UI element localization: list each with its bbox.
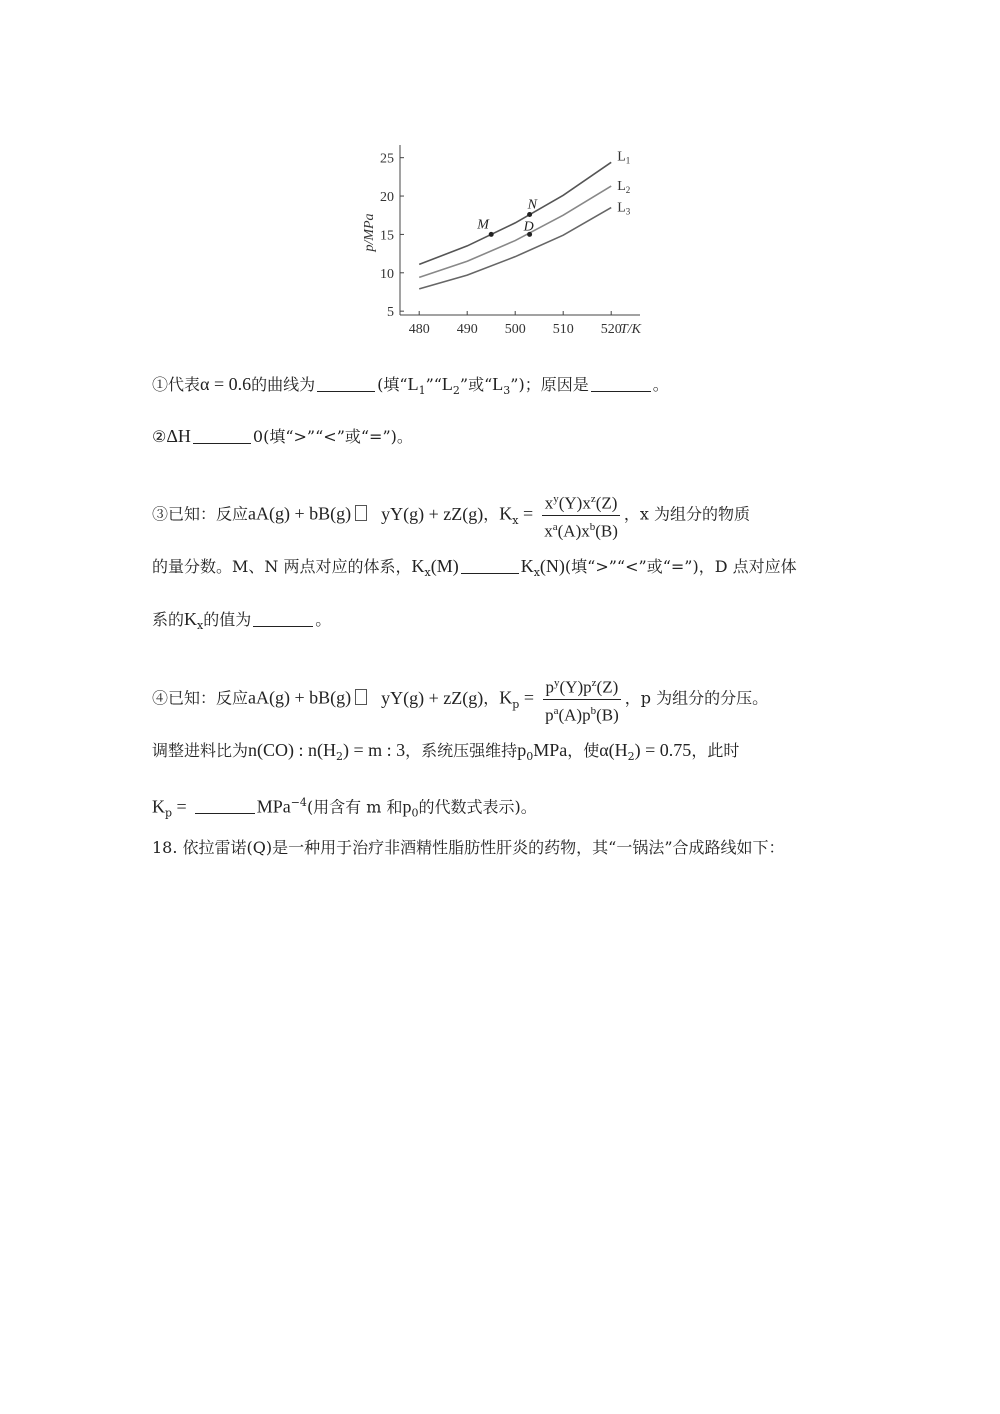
point-label-N: N [527, 197, 537, 213]
answer-blank[interactable] [317, 375, 375, 392]
x-axis-label: T/K [620, 322, 642, 337]
answer-blank[interactable] [461, 557, 519, 574]
x-tick-label: 510 [552, 322, 574, 337]
question-18: 18. 依拉雷诺(Q)是一种用于治疗非酒精性脂肪性肝炎的药物，其“一锅法”合成路线如下： [152, 838, 785, 857]
question-2: ②ΔH 0(填“>”“<”或“=”)。 [152, 426, 413, 446]
y-tick-label: 10 [380, 266, 394, 282]
y-tick-label: 15 [380, 228, 394, 244]
equilibrium-arrow-placeholder [355, 689, 367, 705]
question-3-line-2: 的量分数。M、N 两点对应的体系，$K_x(M)$ $K_x(N)$(填“>”“<”或“=”)，D 点对应体 [152, 556, 797, 580]
series-label-L2: $L_2$ [617, 179, 631, 196]
kx-fraction: $\frac{x^y(Y)x^z(Z)}{x^a(A)x^b(B)}$ [544, 493, 618, 541]
y-tick-label: 20 [380, 190, 394, 206]
x-tick-label: 520 [600, 322, 622, 337]
x-tick-label: 480 [408, 322, 430, 337]
question-3-line-3: 系的$K_x$的值为 。 [152, 609, 332, 633]
equilibrium-arrow-placeholder [355, 505, 367, 521]
point-M [489, 232, 494, 237]
series-line-L3 [419, 208, 611, 289]
answer-blank[interactable] [253, 610, 313, 627]
series-label-L3: $L_3$ [617, 200, 631, 217]
answer-blank[interactable] [195, 797, 255, 814]
line-chart [355, 135, 655, 355]
question-1: ①代表α = 0.6的曲线为 (填“$L_1”“L_2$”或“$L_3$”)；原因是 。 [152, 374, 669, 398]
question-3: ③已知：反应aA(g) + bB(g) yY(g) + zZ(g)，$K_x$ = $\frac{x^y(Y)x^z(Z)}{x^a(A)x^b(B)}$ ，x 为组分的物质 [152, 488, 750, 542]
question-4: ④已知：反应aA(g) + bB(g) yY(g) + zZ(g)，$K_p$ = $\frac{p^y(Y)p^z(Z)}{p^a(A)p^b(B)}$ ，p 为组分的分压。 [152, 672, 768, 726]
point-label-D: D [523, 219, 534, 235]
point-N [527, 212, 532, 217]
question-4-line-2: 调整进料比为n(CO) : $n(H_2) = m$ : 3，系统压强维持$p_0MPa$，使$\alpha(H_2) = 0.75$，此时 [152, 740, 740, 764]
x-tick-label: 490 [456, 322, 478, 337]
series-line-L2 [419, 186, 611, 277]
y-tick-label: 25 [380, 151, 394, 167]
answer-blank[interactable] [193, 427, 251, 444]
answer-blank[interactable] [591, 375, 651, 392]
series-label-L1: $L_1$ [617, 149, 631, 166]
series-line-L1 [419, 162, 611, 264]
question-4-line-3: $K_p = MPa^{-4}$(用含有 m 和$p_0$的代数式表示)。 [152, 796, 537, 820]
x-tick-label: 500 [504, 322, 526, 337]
kp-fraction: $\frac{p^y(Y)p^z(Z)}{p^a(A)p^b(B)}$ [545, 677, 619, 725]
point-label-M: M [477, 217, 489, 233]
y-tick-label: 5 [387, 305, 394, 321]
y-axis-label: p/MPa [362, 213, 377, 252]
